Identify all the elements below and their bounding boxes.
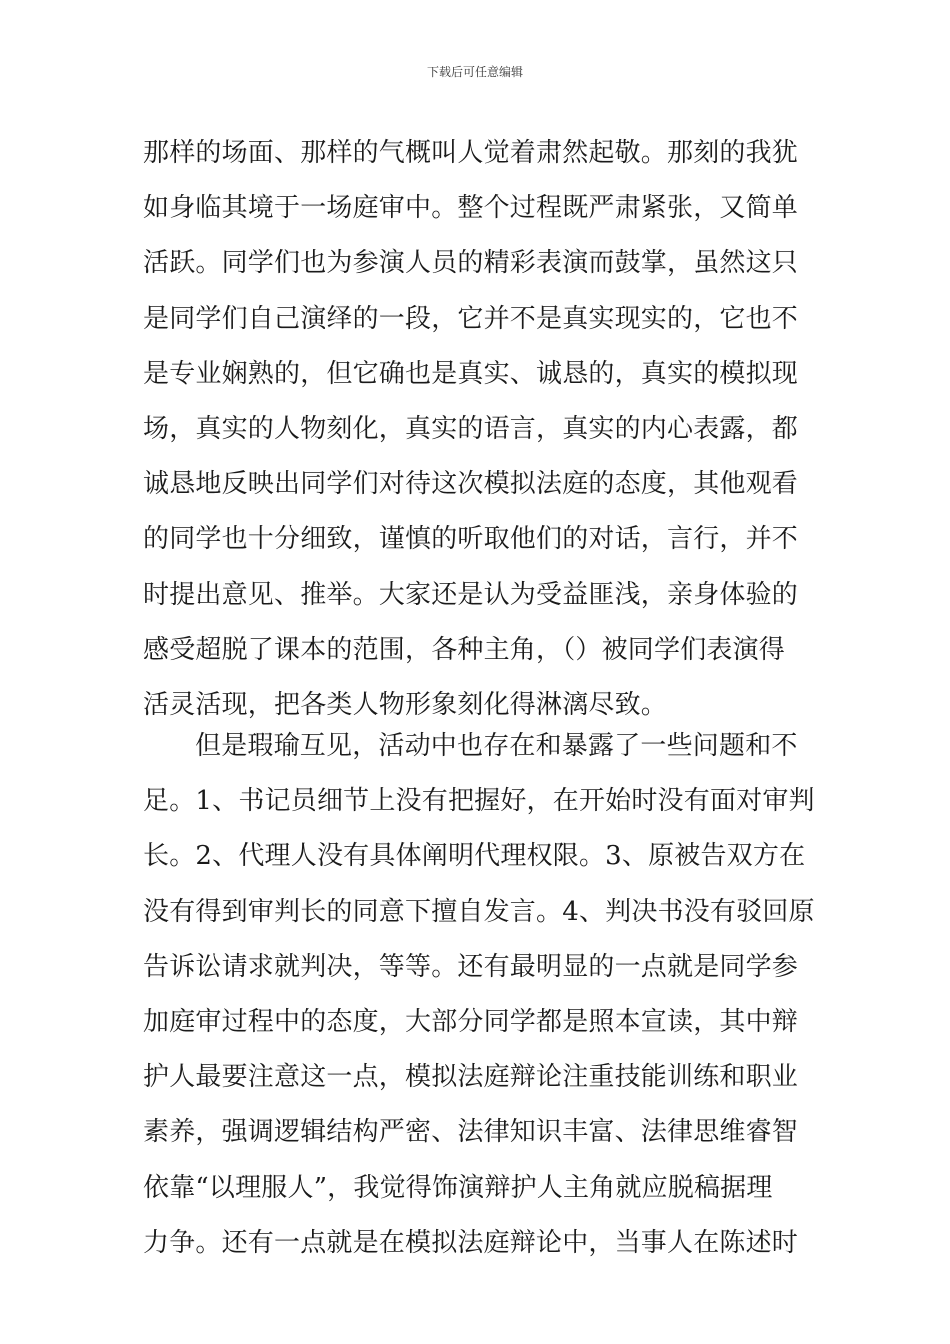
text-line: 加庭审过程中的态度，大部分同学都是照本宣读，其中辩 [143, 1006, 799, 1037]
text-line: 护人最要注意这一点，模拟法庭辩论注重技能训练和职业 [143, 1062, 799, 1093]
text-line: 是同学们自己演绎的一段，它并不是真实现实的，它也不 [143, 303, 799, 334]
text-line: 那样的场面、那样的气概叫人觉着肃然起敬。那刻的我犹 [143, 138, 799, 168]
text-line: 长。2、代理人没有具体阐明代理权限。3、原被告双方在 [143, 841, 806, 872]
text-line: 是专业娴熟的，但它确也是真实、诚恳的，真实的模拟现 [143, 358, 799, 389]
text-line: 场，真实的人物刻化，真实的语言，真实的内心表露，都 [143, 413, 799, 444]
paragraph-2 [143, 719, 815, 1271]
paragraph-1 [143, 126, 808, 733]
text-line: 感受超脱了课本的范围，各种主角，（）被同学们表演得 [143, 634, 786, 665]
text-line: 力争。还有一点就是在模拟法庭辩论中，当事人在陈述时 [143, 1227, 799, 1258]
text-line: 活跃。同学们也为参演人员的精彩表演而鼓掌，虽然这只 [143, 248, 799, 279]
text-line: 依靠“以理服人”，我觉得饰演辩护人主角就应脱稿据理 [143, 1172, 773, 1203]
text-line: 告诉讼请求就判决，等等。还有最明显的一点就是同学参 [143, 951, 799, 982]
text-line: 活灵活现，把各类人物形象刻化得淋漓尽致。 [143, 689, 668, 720]
text-line: 没有得到审判长的同意下擅自发言。4、判决书没有驳回原 [143, 896, 815, 927]
page-header: 下载后可任意编辑 [426, 65, 523, 79]
text-line: 素养，强调逻辑结构严密、法律知识丰富、法律思维睿智 [143, 1117, 799, 1148]
text-line: 的同学也十分细致，谨慎的听取他们的对话，言行，并不 [143, 524, 799, 555]
text-line: 诚恳地反映出同学们对待这次模拟法庭的态度，其他观看 [143, 469, 799, 500]
text-line: 时提出意见、推举。大家还是认为受益匪浅，亲身体验的 [143, 579, 799, 610]
text-line: 如身临其境于一场庭审中。整个过程既严肃紧张，又简单 [143, 193, 799, 224]
text-line: 足。1、书记员细节上没有把握好，在开始时没有面对审判 [143, 786, 815, 817]
text-line-indented: 但是瑕瑜互见，活动中也存在和暴露了一些问题和不 [195, 731, 798, 761]
